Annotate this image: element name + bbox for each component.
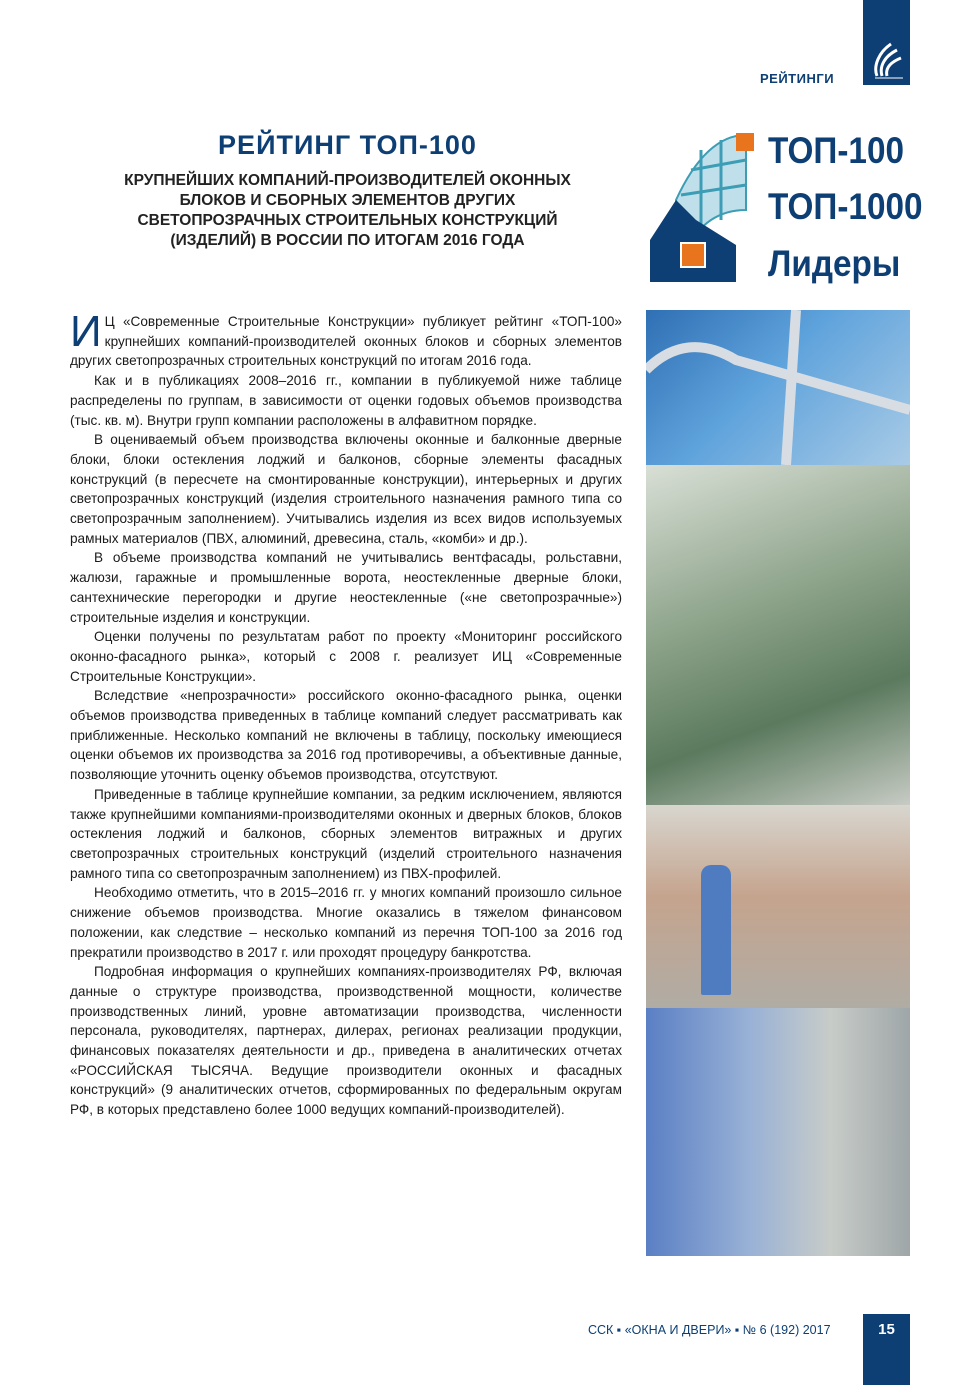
photo-testing-equipment	[646, 1008, 910, 1256]
house-window-icon	[646, 130, 761, 285]
paragraph: Приведенные в таблице крупнейшие компании, за редким исключением, являются также крупнейшими компаниями-производителями оконных и дверных блоков, блоков остекления лоджий и балконов, сборных элементов витражных и других светопрозрачных строительных конструкций (изделий строительного назначения рамного типа со светопрозрачным заполнением) из ПВХ-профилей.	[70, 786, 622, 881]
logo-line-top100: ТОП-100	[768, 130, 904, 171]
paragraph: Оценки получены по результатам работ по проекту «Мониторинг российского оконно-фасадного рынка», который с 2008 г. реализует ИЦ «Современные Строительные Конструкции».	[70, 629, 622, 684]
header-tab	[863, 0, 910, 85]
drop-cap: И	[70, 307, 102, 356]
logo-line-top1000: ТОП-1000	[768, 186, 923, 227]
magazine-logo-icon	[869, 38, 905, 80]
photo-factory-worker	[646, 805, 910, 1008]
paragraph: Как и в публикациях 2008–2016 гг., компании в публикуемой ниже таблице распределены по группам, в зависимости от оценки годовых объемов производства (тыс. кв. м). Внутри групп компании расположены в алфавитном порядке.	[70, 373, 622, 428]
section-label: РЕЙТИНГИ	[760, 71, 835, 86]
paragraph: Вследствие «непрозрачности» российского оконно-фасадного рынка, оценки объемов производства приведенных в таблице компаний следует рассматривать как приближенные. Несколько компаний не включены в таблицу, поскольку имеющиеся оценки объемов их производства за 2016 год противоречивы, а объективные данные, позволяющие уточнить оценку объемов производства, отсутствуют.	[70, 688, 622, 783]
article-body	[70, 307, 622, 1120]
paragraph: В объеме производства компаний не учитывались вентфасады, рольставни, жалюзи, гаражные и промышленные ворота, неостекленные дверные блоки, сантехнические перегородки и другие неостекленные («не светопрозрачные») строительные изделия и конструкции.	[70, 550, 622, 625]
photo-window-frame	[646, 310, 910, 465]
paragraph: И Ц «Современные Строительные Конструкции» публикует рейтинг «ТОП-100» крупнейших компаний-производителей оконных блоков и сборных элементов других светопрозрачных строительных конструкций по итогам 2016 года.	[70, 307, 622, 369]
paragraph: Подробная информация о крупнейших компаниях-производителях РФ, включая данные о структуре производства, производственной мощности, количестве производственных линий, уровне автоматизации производства, численности персонала, руководителях, партнерах, дилерах, регионах реализации продукции, финансовых показателях деятельности и др., приведена в аналитических отчетах «РОССИЙСКАЯ ТЫСЯЧА. Ведущие производители оконных и фасадных конструкций» (9 аналитических отчетов, сформированных по федеральным округам РФ, в которых представлено более 1000 ведущих компаний-производителей).	[70, 964, 622, 1118]
page-number: 15	[878, 1321, 895, 1338]
paragraph: Необходимо отметить, что в 2015–2016 гг. у многих компаний произошло сильное снижение объемов производства. Многие оказались в тяжелом финансовом положении, как следствие – несколько компаний из перечня ТОП-100 за 2016 год прекратили производство в 2017 г. или проходят процедуру банкротства.	[70, 885, 622, 960]
article-subtitle: КРУПНЕЙШИХ КОМПАНИЙ-ПРОИЗВОДИТЕЛЕЙ ОКОННЫХ БЛОКОВ И СБОРНЫХ ЭЛЕМЕНТОВ ДРУГИХ СВЕТОПРОЗРАЧНЫХ СТРОИТЕЛЬНЫХ КОНСТРУКЦИЙ (ИЗДЕЛИЙ) В РОССИИ ПО ИТОГАМ 2016 ГОДА	[124, 172, 571, 249]
article-title: РЕЙТИНГ ТОП-100	[218, 130, 477, 160]
paragraph: В оцениваемый объем производства включены оконные и балконные дверные блоки, блоки остекления лоджий и балконов, сборные элементы фасадных конструкций (в пересчете на смонтированные конструкции), интерьерных и других светопрозрачных конструкций (изделия строительного назначения рамного типа со светопрозрачным заполнением). Учитывались изделия из всех видов используемых рамных материалов (ПВХ, алюминий, древесина, сталь, «комби» и др.).	[70, 432, 622, 546]
page-number-tab	[863, 1314, 910, 1385]
photo-production-line	[646, 465, 910, 805]
top100-logo	[646, 130, 923, 285]
footer-publication: ССК ▪ «ОКНА И ДВЕРИ» ▪ № 6 (192) 2017	[588, 1323, 831, 1337]
logo-line-leaders: Лидеры	[768, 243, 901, 284]
